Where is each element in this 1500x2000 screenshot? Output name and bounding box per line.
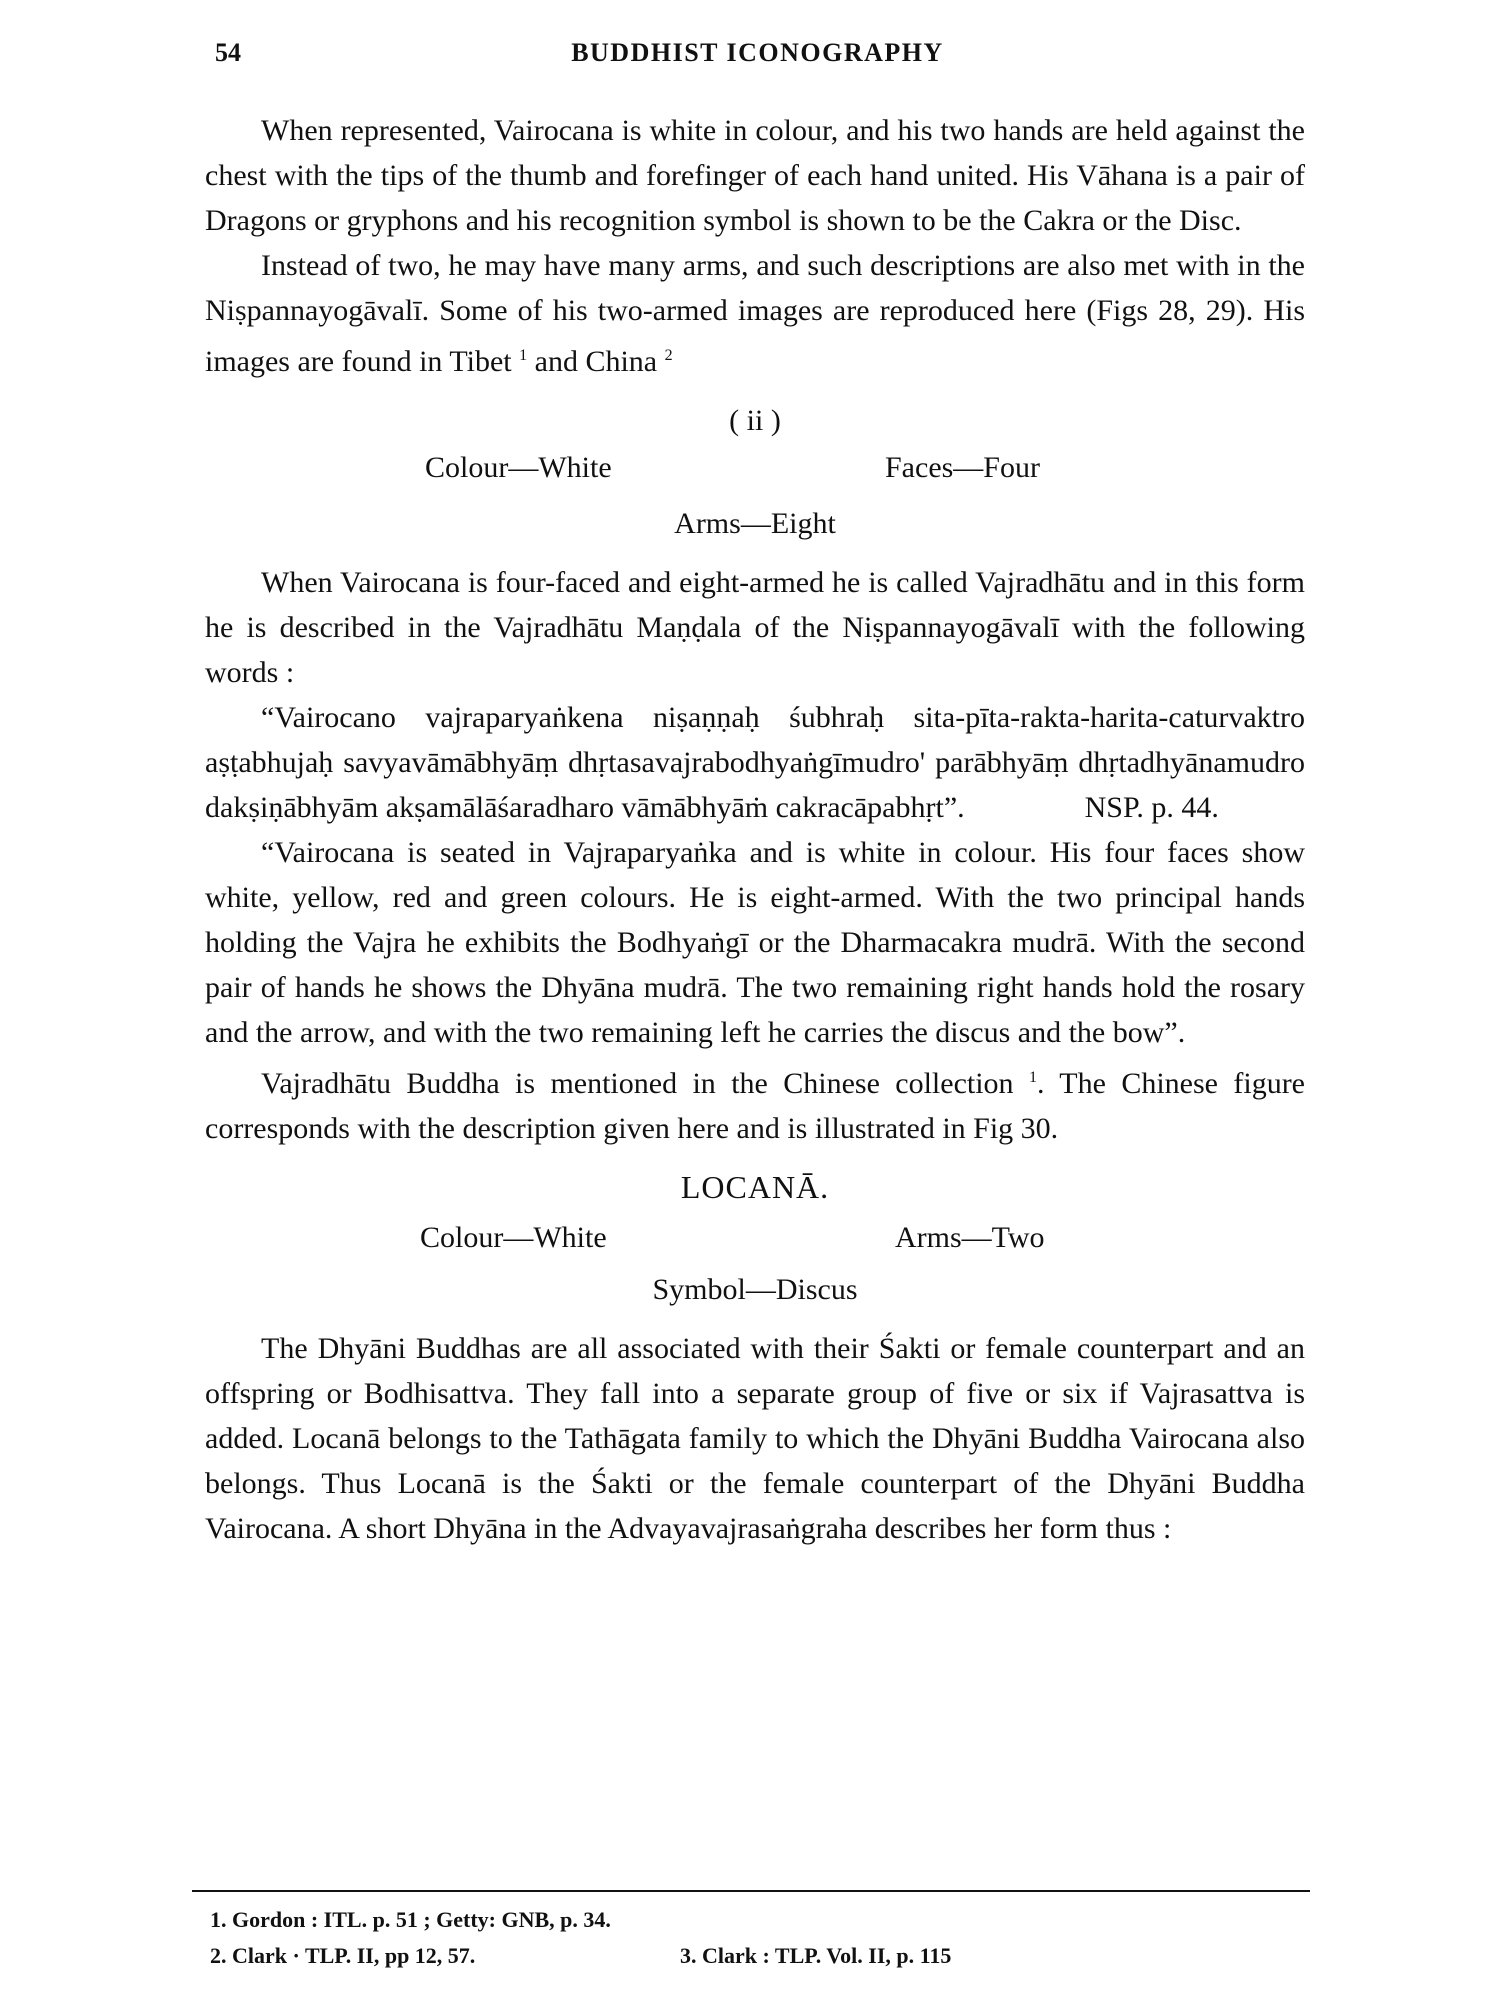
section-ii-attributes: [205, 443, 1305, 497]
attr-colour: Colour—White: [425, 451, 612, 484]
quote-sanskrit: [205, 695, 1305, 830]
page-number: 54: [215, 38, 241, 67]
section-number: ( ii ): [729, 404, 781, 437]
paragraph-many-arms-tail: and China: [534, 345, 658, 378]
section-heading-locana: LOCANĀ.: [680, 1169, 830, 1205]
footnote-2-text: 2. Clark · TLP. II, pp 12, 57.: [210, 1943, 476, 1968]
footnote-divider: [192, 1890, 1310, 1892]
quote-english: “Vairocana is seated in Vajraparyaṅka and is white in colour. His four faces show white, yellow, red and green colours. He is eight-armed. With the two principal hands holding the Vajra he exhibits the Bodhyaṅgī or the Dharmacakra mudrā. With the second pair of hands he shows the Dhyāna mudrā. The two remaining right hands hold the rosary and the arrow, and with the two remaining left he carries the discus and the bow”.: [205, 836, 1305, 1049]
locana-symbol: Symbol—Discus: [652, 1273, 858, 1306]
page-header: [205, 38, 1310, 78]
attr-faces: Faces—Four: [885, 451, 1040, 484]
attr-arms: Arms—Eight: [674, 507, 836, 540]
footnote-1: [210, 1902, 1310, 1938]
footnotes: [210, 1902, 1310, 1974]
paragraph-chinese-text: Vajradhātu Buddha is mentioned in the Chinese collection: [261, 1067, 1014, 1100]
page-body: [205, 108, 1305, 1551]
paragraph-vairocana-description: When represented, Vairocana is white in colour, and his two hands are held against the chest with the tips of the thumb and forefinger of each hand united. His Vāhana is a pair of Dragons or gryphons and his recognition symbol is shown to be the Cakra or the Disc.: [205, 114, 1305, 237]
footnote-1-text: 1. Gordon : ITL. p. 51 ; Getty: GNB, p. 34.: [210, 1907, 611, 1932]
paragraph-dhyani-buddhas: The Dhyāni Buddhas are all associated with their Śakti or female counterpart and an offspring or Bodhisattva. They fall into a separate group of five or six if Vajrasattva is added. Locanā belongs to the Tathāgata family to which the Dhyāni Buddha Vairocana also belongs. Thus Locanā is the Śakti or the female counterpart of the Dhyāni Buddha Vairocana. A short Dhyāna in the Advayavajrasaṅgraha describes her form thus :: [205, 1332, 1305, 1545]
footnote-3-text: 3. Clark : TLP. Vol. II, p. 115: [680, 1943, 952, 1968]
locana-arms: Arms—Two: [895, 1221, 1045, 1254]
paragraph-many-arms: [205, 243, 1305, 384]
running-title: BUDDHIST ICONOGRAPHY: [571, 38, 944, 67]
footnote-ref-1: 1: [519, 347, 528, 364]
footnote-ref-2: 2: [664, 347, 673, 364]
paragraph-vajradhatu-intro: When Vairocana is four-faced and eight-armed he is called Vajradhātu and in this form he is described in the Vajradhātu Maṇḍala of the Niṣpannayogāvalī with the following words :: [205, 566, 1305, 689]
paragraph-chinese-tail: . The Chinese figure corresponds with the description given here and is illustrated in Fig 30.: [205, 1067, 1305, 1145]
locana-colour: Colour—White: [420, 1221, 607, 1254]
locana-attributes: [205, 1213, 1305, 1267]
paragraph-chinese-collection: [205, 1055, 1305, 1151]
footnote-ref-3: 1: [1028, 1069, 1037, 1086]
footnote-2-3: [210, 1938, 1310, 1974]
quote-sanskrit-text: “Vairocano vajraparyaṅkena niṣaṇṇaḥ śubhraḥ sita-pīta-rakta-harita-caturvaktro aṣṭabhujaḥ savyavāmābhyāṃ dhṛtasavajrabodhyaṅgīmudro' parābhyāṃ dhṛtadhyānamudro dakṣiṇābhyām akṣamālāśaradharo vāmābhyāṁ cakracāpabhṛt”.: [205, 701, 1305, 824]
quote-source: NSP. p. 44.: [1084, 791, 1219, 824]
paragraph-many-arms-text: Instead of two, he may have many arms, and such descriptions are also met with in the Niṣpannayogāvalī. Some of his two-armed images are reproduced here (Figs 28, 29). His images are found in Tibet: [205, 249, 1305, 378]
